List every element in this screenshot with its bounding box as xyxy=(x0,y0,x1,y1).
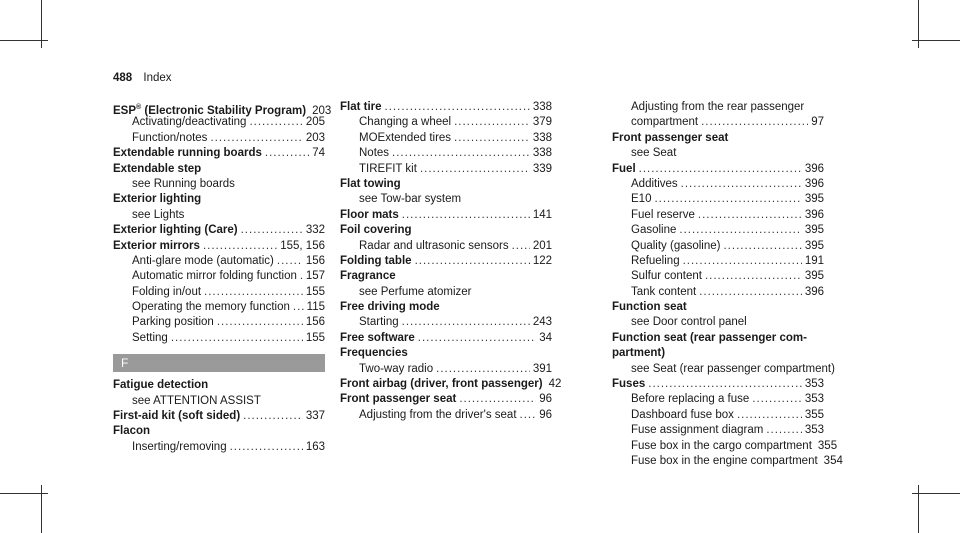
index-subentry xyxy=(113,300,325,315)
index-subentry xyxy=(113,208,325,223)
entry-text xyxy=(612,300,687,315)
entry-label: Operating the memory function xyxy=(132,301,290,314)
entry-label: Anti-glare mode (automatic) xyxy=(132,254,274,267)
entry-label: Starting xyxy=(359,316,399,329)
page-reference[interactable]: 163 xyxy=(305,440,325,453)
entry-label: Exterior mirrors xyxy=(113,239,200,252)
dot-leader xyxy=(520,408,537,423)
entry-text xyxy=(132,254,274,269)
entry-label: E10 xyxy=(631,193,652,206)
entry-text xyxy=(612,346,665,361)
index-entry xyxy=(612,346,824,361)
entry-label: Fuse box in the cargo compartment xyxy=(631,439,812,452)
index-subentry xyxy=(340,131,552,146)
page-reference[interactable]: 97 xyxy=(811,116,824,129)
entry-label: Refueling xyxy=(631,254,680,267)
page-reference[interactable]: 338 xyxy=(532,147,552,160)
dot-leader xyxy=(402,315,530,330)
page-reference[interactable]: 354 xyxy=(823,454,843,467)
page-reference[interactable]: 34 xyxy=(539,331,552,344)
entry-text xyxy=(132,285,201,300)
index-entry xyxy=(113,378,325,393)
entry-label: Front passenger seat xyxy=(612,131,729,144)
index-entry xyxy=(340,331,552,346)
entry-label: see Running boards xyxy=(132,177,235,190)
index-subentry xyxy=(113,115,325,130)
entry-text xyxy=(340,269,396,284)
page-reference[interactable]: 205 xyxy=(305,116,325,129)
dot-leader xyxy=(217,315,303,330)
entry-label: Adjusting from the driver's seat xyxy=(359,408,517,421)
page-reference[interactable]: 396 xyxy=(804,177,824,190)
entry-text xyxy=(631,439,812,454)
page-reference[interactable]: 201 xyxy=(532,239,552,252)
page-reference[interactable]: 203 xyxy=(305,131,325,144)
entry-text xyxy=(132,115,246,130)
entry-label: Changing a wheel xyxy=(359,116,452,129)
entry-text xyxy=(359,115,451,130)
page-reference[interactable]: 396 xyxy=(804,162,824,175)
dot-leader xyxy=(436,362,530,377)
dot-leader xyxy=(639,162,802,177)
entry-label: Fuse assignment diagram xyxy=(631,424,764,437)
entry-text xyxy=(631,423,763,438)
index-entry xyxy=(113,223,325,238)
dot-leader xyxy=(679,223,801,238)
entry-label: Front passenger seat xyxy=(340,393,457,406)
dot-leader xyxy=(243,409,303,424)
index-entry xyxy=(612,331,824,346)
index-subentry xyxy=(113,394,325,409)
page-reference[interactable]: 391 xyxy=(532,362,552,375)
entry-text xyxy=(132,177,235,192)
entry-label: partment) xyxy=(612,347,666,360)
entry-label: Fuel reserve xyxy=(631,208,695,221)
entry-text xyxy=(132,331,168,346)
entry-label: Floor mats xyxy=(340,208,399,221)
index-column-3 xyxy=(612,100,843,469)
dot-leader xyxy=(454,131,530,146)
dot-leader xyxy=(204,285,303,300)
entry-label: see Tow-bar system xyxy=(359,193,462,206)
entry-label: Fatigue detection xyxy=(113,379,209,392)
entry-label: Folding table xyxy=(340,254,412,267)
registered-mark: ® xyxy=(136,104,142,111)
dot-leader xyxy=(420,162,530,177)
entry-label: see Seat xyxy=(631,147,677,160)
entry-text xyxy=(359,408,517,423)
index-entry xyxy=(340,346,552,361)
page-title: Index xyxy=(143,72,172,84)
index-subentry xyxy=(113,440,325,455)
index-entry xyxy=(612,377,824,392)
entry-text xyxy=(612,331,807,346)
dot-leader xyxy=(230,440,303,455)
index-column-2 xyxy=(340,100,562,423)
index-subentry xyxy=(340,285,552,300)
page-reference[interactable]: 396 xyxy=(804,208,824,221)
index-subentry xyxy=(612,439,838,454)
entry-label: Setting xyxy=(132,331,168,344)
index-subentry xyxy=(340,162,552,177)
entry-text xyxy=(612,377,645,392)
dot-leader xyxy=(392,146,530,161)
index-entry xyxy=(340,223,552,238)
index-subentry xyxy=(612,454,843,469)
entry-text xyxy=(340,377,543,392)
entry-label: see Lights xyxy=(132,208,185,221)
page-reference[interactable]: 115 xyxy=(306,301,325,314)
entry-text xyxy=(631,269,702,284)
index-subentry xyxy=(340,115,552,130)
page-reference[interactable]: 96 xyxy=(539,408,552,421)
entry-text xyxy=(340,254,412,269)
index-entry xyxy=(113,100,332,117)
page-reference[interactable]: 156 xyxy=(305,316,325,329)
entry-label: see Perfume atomizer xyxy=(359,285,472,298)
entry-label: Free driving mode xyxy=(340,301,440,314)
index-subentry xyxy=(612,192,824,207)
dot-leader xyxy=(415,254,530,269)
entry-label: Automatic mirror folding function xyxy=(132,270,297,283)
entry-text xyxy=(132,131,207,146)
dot-leader xyxy=(766,423,802,438)
entry-text xyxy=(340,177,401,192)
entry-text xyxy=(113,146,262,161)
entry-text xyxy=(340,300,440,315)
dot-leader xyxy=(454,115,530,130)
entry-label: Exterior lighting xyxy=(113,193,202,206)
entry-text xyxy=(359,192,461,207)
entry-text xyxy=(612,162,636,177)
entry-text xyxy=(631,100,804,115)
entry-label: see ATTENTION ASSIST xyxy=(132,394,261,407)
entry-text xyxy=(113,424,150,439)
index-subentry xyxy=(612,285,824,300)
page-reference[interactable]: 157 xyxy=(305,270,325,283)
dot-leader xyxy=(654,192,801,207)
index-entry xyxy=(612,131,824,146)
entry-text xyxy=(631,392,749,407)
entry-text xyxy=(631,177,678,192)
entry-label: Quality (gasoline) xyxy=(631,239,721,252)
page-reference[interactable]: 379 xyxy=(532,116,552,129)
index-subentry xyxy=(113,285,325,300)
entry-text xyxy=(631,315,747,330)
index-entry xyxy=(340,208,552,223)
entry-label: Activating/deactivating xyxy=(132,116,247,129)
index-entry xyxy=(113,424,325,439)
page-reference[interactable]: 156 xyxy=(305,254,325,267)
entry-label: Flat towing xyxy=(340,177,401,190)
entry-label: Extendable running boards xyxy=(113,147,262,160)
entry-text xyxy=(113,162,201,177)
entry-text xyxy=(340,331,415,346)
entry-text xyxy=(340,208,399,223)
page-reference[interactable]: 74 xyxy=(312,147,325,160)
page-reference[interactable]: 395 xyxy=(804,224,824,237)
entry-label: Gasoline xyxy=(631,224,677,237)
crop-mark xyxy=(0,493,48,494)
entry-label: Two-way radio xyxy=(359,362,434,375)
entry-text xyxy=(631,254,680,269)
page-reference[interactable]: 355 xyxy=(804,408,824,421)
index-entry xyxy=(113,192,325,207)
page-reference[interactable]: 353 xyxy=(804,424,824,437)
index-subentry xyxy=(113,131,325,146)
page-reference[interactable]: 338 xyxy=(532,101,552,113)
index-entry xyxy=(612,300,824,315)
entry-text xyxy=(612,131,728,146)
index-subentry xyxy=(113,254,325,269)
dot-leader xyxy=(681,177,802,192)
index-subentry xyxy=(340,408,552,423)
index-entry xyxy=(340,392,552,407)
dot-leader xyxy=(171,331,303,346)
index-subentry xyxy=(612,177,824,192)
dot-leader xyxy=(249,115,302,130)
index-subentry xyxy=(340,146,552,161)
dot-leader xyxy=(683,254,802,269)
entry-text xyxy=(359,285,472,300)
entry-label: TIREFIT kit xyxy=(359,162,417,175)
dot-leader xyxy=(752,392,802,407)
page-reference[interactable]: 155, 156 xyxy=(280,239,325,252)
entry-text xyxy=(631,192,651,207)
page-header xyxy=(113,72,172,84)
entry-label: MOExtended tires xyxy=(359,131,452,144)
index-subentry xyxy=(612,269,824,284)
dot-leader xyxy=(241,223,303,238)
index-subentry xyxy=(113,315,325,330)
page-reference[interactable]: 353 xyxy=(804,378,824,391)
index-subentry xyxy=(612,146,824,161)
dot-leader xyxy=(699,285,802,300)
page-reference[interactable]: 243 xyxy=(532,316,552,329)
entry-text xyxy=(631,223,676,238)
dot-leader xyxy=(512,239,530,254)
dot-leader xyxy=(300,269,303,284)
entry-label: First-aid kit (soft sided) xyxy=(113,410,241,423)
dot-leader xyxy=(293,300,304,315)
index-subentry xyxy=(612,315,824,330)
index-entry xyxy=(113,409,325,424)
entry-label: Before replacing a fuse xyxy=(631,393,750,406)
index-entry xyxy=(340,100,552,115)
entry-text xyxy=(132,300,290,315)
index-subentry xyxy=(340,192,552,207)
index-subentry xyxy=(612,239,824,254)
index-subentry xyxy=(340,239,552,254)
entry-text xyxy=(132,440,227,455)
entry-label: Extendable step xyxy=(113,162,202,175)
page-reference[interactable]: 338 xyxy=(532,131,552,144)
entry-label: Flat tire xyxy=(340,101,382,113)
entry-label: see Door control panel xyxy=(631,316,747,329)
index-entry xyxy=(113,146,325,161)
entry-text xyxy=(113,409,240,424)
dot-leader xyxy=(265,146,309,161)
dot-leader xyxy=(277,254,303,269)
entry-label: Fragrance xyxy=(340,270,396,283)
index-entry xyxy=(113,162,325,177)
index-entry xyxy=(113,239,325,254)
index-subentry xyxy=(340,362,552,377)
dot-leader xyxy=(705,269,802,284)
entry-label: Parking position xyxy=(132,316,214,329)
entry-text xyxy=(631,239,720,254)
index-entry xyxy=(340,254,552,269)
entry-label: Inserting/removing xyxy=(132,440,227,453)
index-subentry xyxy=(340,315,552,330)
dot-leader xyxy=(648,377,802,392)
page-reference[interactable]: 332 xyxy=(305,224,325,237)
entry-text xyxy=(631,408,734,423)
page-reference[interactable]: 203 xyxy=(312,104,332,117)
entry-text xyxy=(113,223,238,238)
entry-label: ESP xyxy=(113,104,137,117)
page-reference[interactable]: 395 xyxy=(804,270,824,283)
page-reference[interactable]: 42 xyxy=(548,378,562,391)
dot-leader xyxy=(385,100,530,115)
index-subentry xyxy=(612,423,824,438)
dot-leader xyxy=(402,208,530,223)
crop-mark xyxy=(912,40,960,41)
index-subentry xyxy=(612,392,824,407)
entry-text xyxy=(631,146,676,161)
index-subentry xyxy=(612,100,824,115)
entry-label: Fuse box in the engine compartment xyxy=(631,454,818,467)
index-subentry xyxy=(612,362,835,377)
entry-label: Front airbag (driver, front passenger) xyxy=(340,378,543,391)
index-subentry xyxy=(113,331,325,346)
page-reference[interactable]: 122 xyxy=(532,254,552,267)
dot-leader xyxy=(737,408,802,423)
dot-leader xyxy=(698,208,802,223)
entry-label: Additives xyxy=(631,177,678,190)
entry-label: Dashboard fuse box xyxy=(631,408,734,421)
page-reference[interactable]: 395 xyxy=(804,239,824,252)
entry-label: Frequencies xyxy=(340,347,408,360)
dot-leader xyxy=(723,239,801,254)
entry-text xyxy=(631,454,818,469)
entry-label: Function/notes xyxy=(132,131,208,144)
entry-text xyxy=(340,346,408,361)
page-number: 488 xyxy=(113,72,133,84)
crop-mark xyxy=(912,493,960,494)
page-reference[interactable]: 155 xyxy=(305,331,325,344)
entry-text xyxy=(631,208,695,223)
dot-leader xyxy=(459,392,536,407)
index-subentry xyxy=(612,408,824,423)
index-entry xyxy=(612,162,824,177)
entry-text xyxy=(359,131,451,146)
index-subentry xyxy=(113,269,325,284)
entry-text xyxy=(113,192,201,207)
entry-label: Exterior lighting (Care) xyxy=(113,224,238,237)
entry-label: Sulfur content xyxy=(631,270,702,283)
page-reference[interactable]: 141 xyxy=(532,208,552,221)
index-subentry xyxy=(113,177,325,192)
index-entry xyxy=(340,269,552,284)
section-letter: F xyxy=(113,354,325,372)
entry-text xyxy=(359,162,417,177)
dot-leader xyxy=(701,115,808,130)
entry-text xyxy=(359,362,433,377)
entry-text xyxy=(631,362,835,377)
crop-mark xyxy=(0,40,48,41)
entry-label-cont: (Electronic Stability Program) xyxy=(141,104,307,117)
page-reference[interactable]: 155 xyxy=(305,285,325,298)
entry-label: Function seat xyxy=(612,301,687,314)
dot-leader xyxy=(210,131,302,146)
entry-text xyxy=(631,285,696,300)
page-reference[interactable]: 395 xyxy=(804,193,824,206)
entry-label: Adjusting from the rear passenger xyxy=(631,101,805,113)
entry-text xyxy=(113,378,208,393)
entry-label: Tank content xyxy=(631,285,697,298)
entry-text xyxy=(359,315,399,330)
entry-label: Radar and ultrasonic sensors xyxy=(359,239,509,252)
entry-text xyxy=(132,394,261,409)
page-reference[interactable]: 353 xyxy=(804,393,824,406)
entry-label: see Seat (rear passenger compartment) xyxy=(631,362,835,375)
entry-label: Foil covering xyxy=(340,224,412,237)
index-entry xyxy=(340,300,552,315)
index-column-1 xyxy=(113,100,332,455)
entry-text xyxy=(340,100,382,115)
entry-text xyxy=(631,115,698,130)
entry-text xyxy=(340,392,456,407)
index-subentry xyxy=(612,223,824,238)
entry-text xyxy=(359,146,389,161)
index-subentry xyxy=(612,208,824,223)
page-reference[interactable]: 96 xyxy=(539,393,552,406)
entry-text xyxy=(132,269,297,284)
index-entry xyxy=(340,177,552,192)
page-reference[interactable]: 337 xyxy=(305,410,325,423)
entry-label: Notes xyxy=(359,147,390,160)
dot-leader xyxy=(203,239,277,254)
entry-text xyxy=(340,223,412,238)
entry-text xyxy=(359,239,509,254)
entry-label: compartment xyxy=(631,116,699,129)
entry-label: Flacon xyxy=(113,425,151,438)
index-subentry xyxy=(612,115,824,130)
index-entry xyxy=(340,377,562,392)
page-reference[interactable]: 191 xyxy=(804,254,824,267)
page-reference[interactable]: 396 xyxy=(804,285,824,298)
entry-label: Free software xyxy=(340,331,415,344)
entry-text xyxy=(132,208,184,223)
page-reference[interactable]: 339 xyxy=(532,162,552,175)
entry-text xyxy=(113,239,200,254)
index-subentry xyxy=(612,254,824,269)
entry-label: Fuel xyxy=(612,162,636,175)
entry-text xyxy=(132,315,214,330)
entry-label: Folding in/out xyxy=(132,285,202,298)
entry-label: Fuses xyxy=(612,378,646,391)
dot-leader xyxy=(418,331,536,346)
page-reference[interactable]: 355 xyxy=(817,439,838,452)
entry-label: Function seat (rear passenger com- xyxy=(612,331,807,344)
